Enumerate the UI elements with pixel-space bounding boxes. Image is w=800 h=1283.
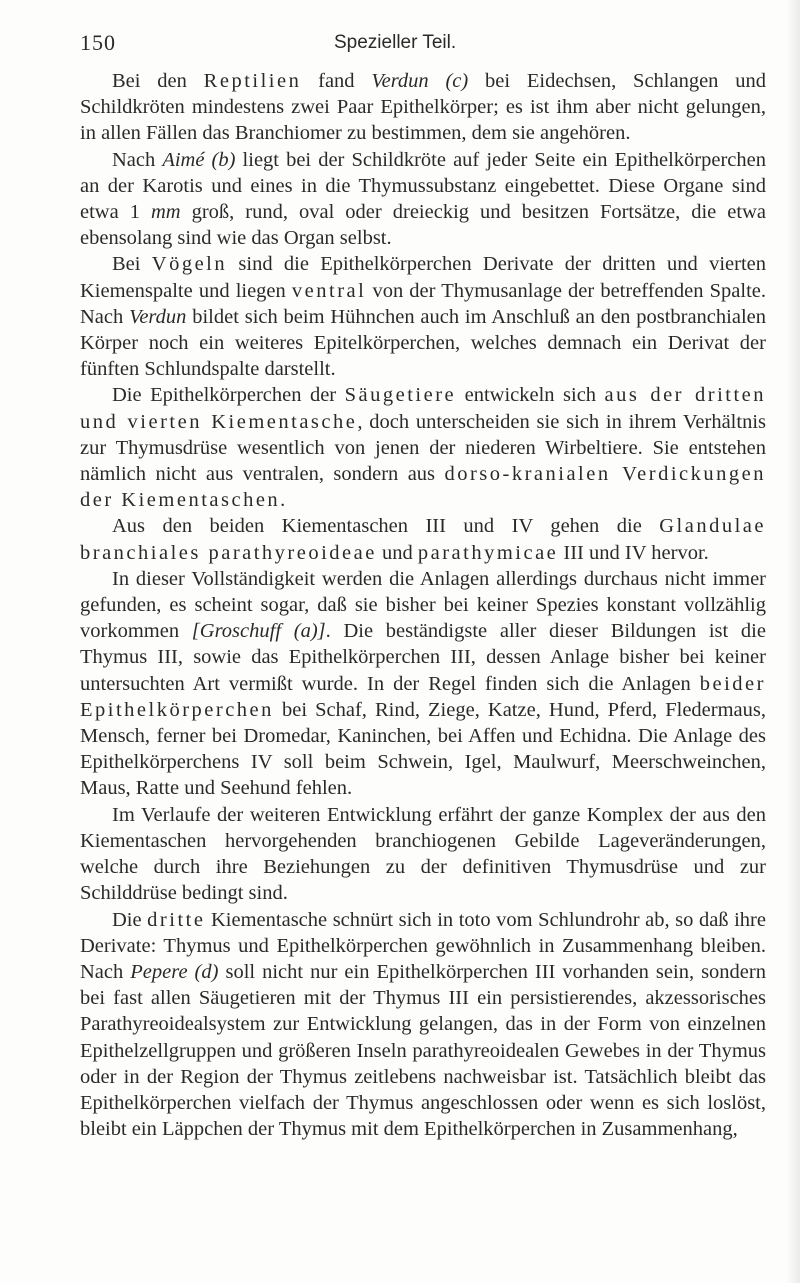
text-run: , doch unterscheiden sie sich in ihrem Verhältnis zur Thymusdrüse wesentlich von jenen der niederen Wirbeltiere. Sie entstehen nämlich nicht aus ventralen, sondern aus (80, 410, 766, 486)
emphasis-spaced: dorso-kranialen Verdickungen der Kiementaschen (80, 463, 766, 512)
text-run: und (376, 541, 418, 564)
italic-reference: Pepere (d) (130, 960, 219, 983)
text-run: Bei den (112, 70, 204, 92)
paragraph (80, 802, 766, 907)
text-run: entwickeln sich (456, 384, 605, 407)
text-run: Bei (112, 253, 152, 276)
page-edge-shadow (786, 0, 800, 1283)
body-text (80, 68, 766, 1142)
text-run: soll nicht nur ein Epithelkörperchen III vorhanden sein, sondern bei fast allen Säugetieren mit der Thymus III ein persistierendes, akzessorisches Parathyreoidealsystem zur Entwicklung gelangen, das in der Form von einzelnen Epithelzellgruppen und größeren Inseln parathyreoidealen Gewebes in der Thymus oder in der Region der Thymus zeitlebens nachweisbar ist. Tatsächlich bleibt das Epithelkörperchen vielfach der Thymus angeschlossen oder wenn es sich loslöst, bleibt ein Läppchen der Thymus mit dem Epithelkörperchen in Zusammenhang, (80, 960, 766, 1141)
text-run: bei Eidechsen, Schlangen und Schildkröten mindestens zwei Paar Epithelkörper; es ist ihm aber nicht gelungen, in allen Fällen das Branchiomer zu bestimmen, dem sie angehören. (80, 70, 766, 145)
text-run: sind die Epithelkörperchen Derivate der dritten und vierten Kiemenspalte und liegen (80, 253, 766, 302)
paragraph (80, 251, 766, 382)
text-run: von der Thymusanlage der betreffenden Spalte. Nach (80, 279, 766, 328)
paragraph (80, 907, 766, 1143)
text-run: Die (112, 908, 148, 931)
text-run: fand (301, 70, 372, 92)
paragraph (80, 566, 766, 802)
emphasis-spaced: Glandulae branchiales parathyreoideae (80, 515, 766, 564)
emphasis-spaced: Vögeln (151, 253, 228, 276)
emphasis-spaced: Säugetiere (344, 384, 457, 407)
text-run: groß, rund, oval oder dreieckig und besitzen Fortsätze, die etwa ebensolang sind wie das Organ selbst. (80, 201, 766, 250)
text-run: Nach (112, 148, 163, 171)
text-run: Kiementasche schnürt sich in toto vom Schlundrohr ab, so daß ihre Derivate: Thymus und Epithelkörperchen gewöhnlich in Zusammenhang bleiben. Nach (80, 908, 766, 983)
text-run: Die Epithelkörperchen der (112, 384, 345, 407)
italic-reference: Verdun (129, 305, 187, 328)
text-run: III und IV hervor. (558, 541, 709, 564)
emphasis-spaced: Reptilien (203, 70, 302, 92)
emphasis-spaced: aus der dritten und vierten Kiementasche (80, 384, 766, 433)
text-run: . (280, 489, 286, 512)
italic-reference: mm (150, 201, 181, 224)
text-run: . Die beständigste aller dieser Bildungen ist die Thymus III, sowie das Epithelkörperchen III, dessen Anlage bisher bei keiner untersuchten Art vermißt wurde. In der Regel finden sich die Anlagen (80, 620, 766, 695)
italic-reference: Aimé (b) (162, 148, 236, 171)
paragraph (80, 68, 766, 147)
paragraph (80, 382, 766, 513)
emphasis-spaced: ventral (291, 279, 367, 302)
page-header (80, 20, 760, 60)
paragraph (80, 513, 766, 565)
emphasis-spaced: dritte (147, 908, 206, 931)
text-run: Aus den beiden Kiementaschen III und IV gehen die (112, 515, 660, 538)
text-run: In dieser Vollständigkeit werden die Anlagen allerdings durchaus nicht immer gefunden, es scheint sogar, daß sie bisher bei keiner Spezies konstant vollzählig vorkommen (80, 567, 766, 643)
text-run: bildet sich beim Hühnchen auch im Anschluß an den postbranchialen Körper noch ein weiteres Epitelkörperchen, welches demnach ein Derivat der fünften Schlundspalte darstellt. (80, 305, 766, 381)
text-run: Im Verlaufe der weiteren Entwicklung erfährt der ganze Komplex der aus den Kiementaschen hervorgehenden branchiogenen Gebilde Lageveränderungen, welche durch ihre Beziehungen zu der definitiven Thymusdrüse und zur Schilddrüse bedingt sind. (80, 803, 766, 905)
text-run: liegt bei der Schildkröte auf jeder Seite ein Epithelkörperchen an der Karotis und eines in die Thymussubstanz eingebettet. Diese Organe sind etwa 1 (80, 148, 766, 224)
text-run: bei Schaf, Rind, Ziege, Katze, Hund, Pferd, Fledermaus, Mensch, ferner bei Dromedar, Kaninchen, bei Affen und Echidna. Die Anlage des Epithelkörperchens IV soll beim Schwein, Igel, Maulwurf, Meerschweinchen, Maus, Ratte und Seehund fehlen. (80, 698, 766, 800)
paragraph (80, 147, 766, 252)
italic-reference: Verdun (c) (371, 70, 469, 92)
italic-reference: [Groschuff (a)] (191, 620, 326, 643)
page-number: 150 (80, 30, 116, 55)
emphasis-spaced: beider Epithelkörperchen (80, 672, 766, 721)
running-head: Spezieller Teil. (334, 32, 457, 53)
emphasis-spaced: parathymicae (417, 541, 559, 564)
